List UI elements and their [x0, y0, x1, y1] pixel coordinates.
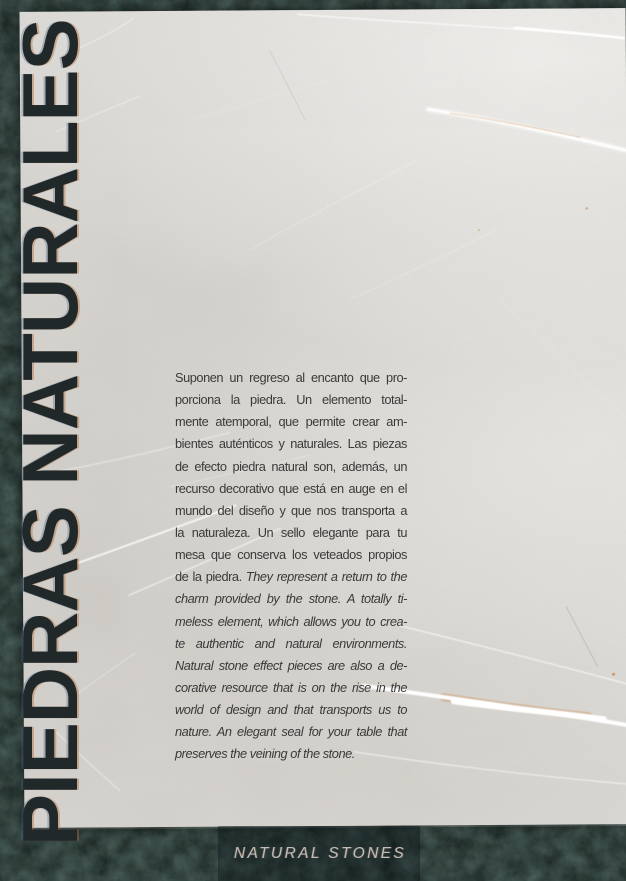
- paragraph-line: world of design and that transports us to: [175, 702, 407, 718]
- paragraph-line: corative resource that is on the rise in the: [175, 679, 407, 695]
- paragraph-line: recurso decorativo que está en auge en el: [175, 480, 407, 496]
- footer-label: NATURAL STONES: [233, 844, 407, 862]
- paragraph-line: de efecto piedra natural son, además, un: [175, 458, 407, 474]
- paragraph-line: Natural stone effect pieces are also a de-: [175, 657, 407, 673]
- paragraph-line: preserves the veining of the stone.: [175, 746, 355, 762]
- paragraph-line: [175, 566, 407, 588]
- paragraph-line: charm provided by the stone. A totally ti-: [175, 591, 407, 607]
- body-text: [175, 367, 407, 766]
- paragraph-line: meless element, which allows you to crea-: [175, 613, 407, 629]
- paragraph-line: bientes auténticos y naturales. Las piezas: [175, 436, 407, 452]
- paragraph-line: porciona la piedra. Un elemento total-: [175, 392, 407, 408]
- paragraph-line: Suponen un regreso al encanto que pro-: [175, 370, 407, 385]
- paragraph-es-fragment: de la piedra.: [175, 569, 242, 585]
- paragraph-line: mente atemporal, que permite crear am-: [175, 414, 407, 430]
- paragraph-line: te authentic and natural environments.: [175, 635, 407, 651]
- paragraph-line: nature. An elegant seal for your table that: [175, 724, 407, 740]
- paragraph-line: la naturaleza. Un sello elegante para tu: [175, 524, 407, 540]
- paragraph-en-fragment: They represent a return to the: [245, 569, 407, 585]
- paragraph-line: mundo del diseño y que nos transporta a: [175, 502, 407, 518]
- page-title-vertical: PIEDRAS NATURALES: [6, 19, 94, 846]
- paragraph-line: mesa que conserva los veteados propios: [175, 547, 407, 563]
